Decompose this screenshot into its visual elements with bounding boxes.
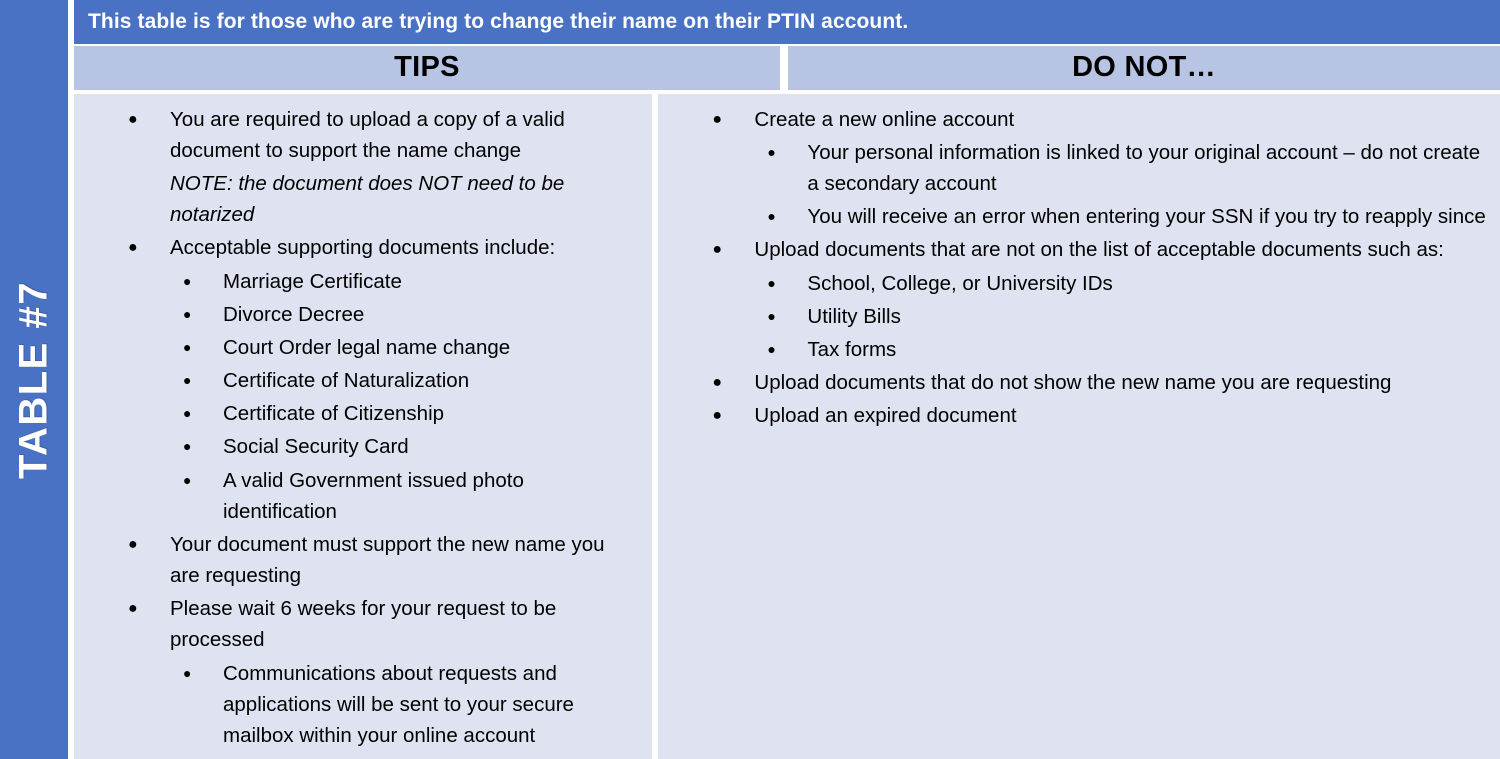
- header-column-divider: [780, 46, 788, 90]
- round-bullet-icon: ●: [712, 110, 723, 128]
- list-item: [84, 365, 638, 396]
- list-item: [84, 465, 638, 527]
- list-item-label: Upload documents that are not on the list of acceptable documents such as:: [754, 238, 1444, 262]
- round-bullet-icon: ●: [183, 664, 192, 681]
- round-bullet-icon: ●: [128, 535, 138, 553]
- tips-list: [84, 104, 638, 751]
- table-body-row: [74, 90, 1500, 759]
- list-item: [668, 367, 1486, 398]
- column-header-do-not: DO NOT…: [788, 46, 1500, 90]
- round-bullet-icon: ●: [767, 144, 776, 160]
- list-item-label: Upload documents that do not show the new name you are requesting: [754, 371, 1392, 395]
- column-body-do-not: [658, 94, 1500, 759]
- list-item-label: Tax forms: [807, 337, 897, 361]
- list-item: [84, 232, 638, 263]
- round-bullet-icon: ●: [183, 471, 192, 488]
- round-bullet-icon: ●: [712, 407, 723, 425]
- list-item-label: You will receive an error when entering your SSN if you try to reapply since: [807, 205, 1486, 229]
- list-item: [668, 234, 1486, 265]
- list-item: [84, 658, 638, 751]
- round-bullet-icon: ●: [767, 208, 776, 225]
- list-item: [84, 299, 638, 330]
- list-item: [84, 104, 638, 166]
- list-item-label: Certificate of Naturalization: [223, 369, 470, 393]
- list-item: [84, 266, 638, 297]
- note-text: NOTE: the document does NOT need to be notarized: [170, 172, 565, 227]
- list-item-label: Divorce Decree: [223, 302, 365, 326]
- list-item: [84, 529, 638, 591]
- round-bullet-icon: ●: [183, 405, 192, 422]
- list-item-label: Utility Bills: [807, 304, 901, 328]
- list-item: [84, 332, 638, 363]
- list-item-label: Your document must support the new name you are requesting: [170, 532, 605, 588]
- round-bullet-icon: ●: [183, 272, 192, 289]
- list-item: [668, 104, 1486, 135]
- list-item-label: A valid Government issued photo identification: [223, 468, 524, 523]
- list-item-label: You are required to upload a copy of a valid document to support the name change: [170, 107, 565, 162]
- round-bullet-icon: ●: [183, 372, 192, 389]
- round-bullet-icon: ●: [767, 307, 776, 324]
- round-bullet-icon: ●: [767, 340, 776, 357]
- list-item-label: Acceptable supporting documents include:: [170, 236, 556, 260]
- list-item: [84, 593, 638, 655]
- column-header-tips: TIPS: [74, 46, 780, 90]
- list-item: [668, 268, 1486, 299]
- round-bullet-icon: ●: [183, 338, 192, 355]
- list-item: [668, 334, 1486, 365]
- list-item-label: Certificate of Citizenship: [223, 402, 445, 426]
- round-bullet-icon: ●: [128, 110, 138, 128]
- table-title: This table is for those who are trying to change their name on their PTIN account.: [74, 0, 1500, 44]
- round-bullet-icon: ●: [712, 241, 723, 259]
- list-item-label: Court Order legal name change: [223, 335, 511, 359]
- list-item: [668, 137, 1486, 199]
- list-item: [668, 400, 1486, 431]
- comparison-table: [74, 0, 1500, 759]
- round-bullet-icon: ●: [128, 600, 138, 618]
- list-item: [84, 398, 638, 429]
- list-item-label: Upload an expired document: [754, 404, 1017, 428]
- round-bullet-icon: ●: [183, 438, 192, 455]
- list-item-label: Your personal information is linked to your original account – do not create a secondary account: [807, 141, 1481, 196]
- table-header-row: [74, 44, 1500, 90]
- list-item: [668, 301, 1486, 332]
- list-item-label: Social Security Card: [223, 435, 409, 459]
- round-bullet-icon: ●: [712, 374, 723, 392]
- round-bullet-icon: ●: [767, 274, 776, 291]
- table-number-tab: [0, 0, 68, 759]
- list-item: [84, 431, 638, 462]
- column-body-tips: [74, 94, 652, 759]
- round-bullet-icon: ●: [128, 239, 138, 257]
- list-item: [668, 201, 1486, 232]
- list-item-label: Create a new online account: [754, 107, 1015, 131]
- list-item-label: Communications about requests and applications will be sent to your secure mailbox within your online account: [223, 661, 574, 747]
- list-item-label: School, College, or University IDs: [807, 271, 1113, 295]
- round-bullet-icon: ●: [183, 305, 192, 322]
- table-number-label: TABLE #7: [11, 280, 56, 479]
- list-item-label: Marriage Certificate: [223, 269, 402, 293]
- list-item-label: Please wait 6 weeks for your request to be processed: [170, 597, 557, 652]
- do-not-list: [668, 104, 1486, 432]
